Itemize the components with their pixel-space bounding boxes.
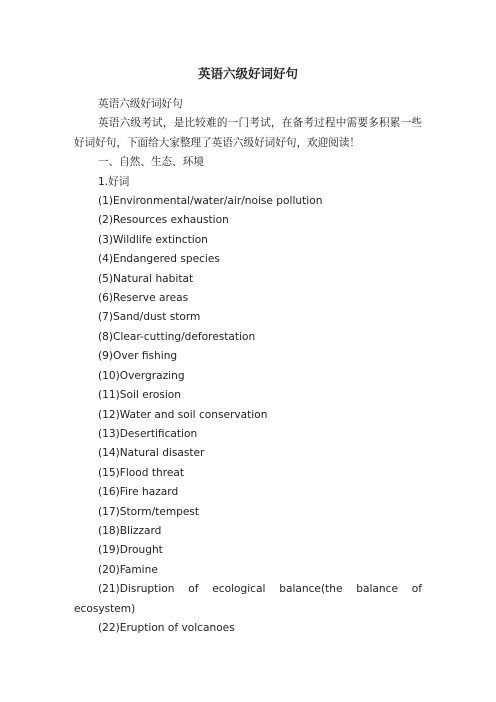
list-item: (18)Blizzard <box>98 524 162 537</box>
list-item: (3)Wildlife extinction <box>98 233 208 246</box>
list-item: (12)Water and soil conservation <box>98 408 268 421</box>
list-item: (19)Drought <box>98 544 163 557</box>
list-item: (22)Eruption of volcanoes <box>98 621 235 634</box>
list-item: (6)Reserve areas <box>98 292 189 305</box>
subsection-heading: 1.好词 <box>98 175 130 188</box>
list-item: (2)Resources exhaustion <box>98 214 229 227</box>
list-item: (5)Natural habitat <box>98 272 194 285</box>
list-item: (4)Endangered species <box>98 253 220 266</box>
list-item: (9)Over fishing <box>98 350 178 363</box>
list-item: (16)Fire hazard <box>98 486 179 499</box>
list-item: (10)Overgrazing <box>98 369 185 382</box>
subtitle-paragraph: 英语六级好词好句 <box>98 98 183 110</box>
list-item: (7)Sand/dust storm <box>98 311 201 324</box>
list-item: (20)Famine <box>98 563 158 576</box>
intro-paragraph: 英语六级考试，是比较难的一门考试，在备考过程中需要多积累一些好词好句，下面给大家整理了英语六级好词好句，欢迎阅读！ <box>74 117 422 149</box>
list-item: (1)Environmental/water/air/noise pollution <box>98 195 323 208</box>
list-item: (8)Clear-cutting/deforestation <box>98 330 256 343</box>
list-item: (17)Storm/tempest <box>98 505 200 518</box>
document-body <box>74 95 422 638</box>
section-heading: 一、自然、生态、环境 <box>98 156 204 169</box>
list-item: (11)Soil erosion <box>98 389 181 402</box>
list-item: (14)Natural disaster <box>98 447 205 460</box>
list-item: (13)Desertification <box>98 427 198 440</box>
list-item: (21)Disruption of ecological balance(the balance of ecosystem) <box>74 583 422 615</box>
list-item: (15)Flood threat <box>98 466 184 479</box>
document-title: 英语六级好词好句 <box>197 66 298 81</box>
